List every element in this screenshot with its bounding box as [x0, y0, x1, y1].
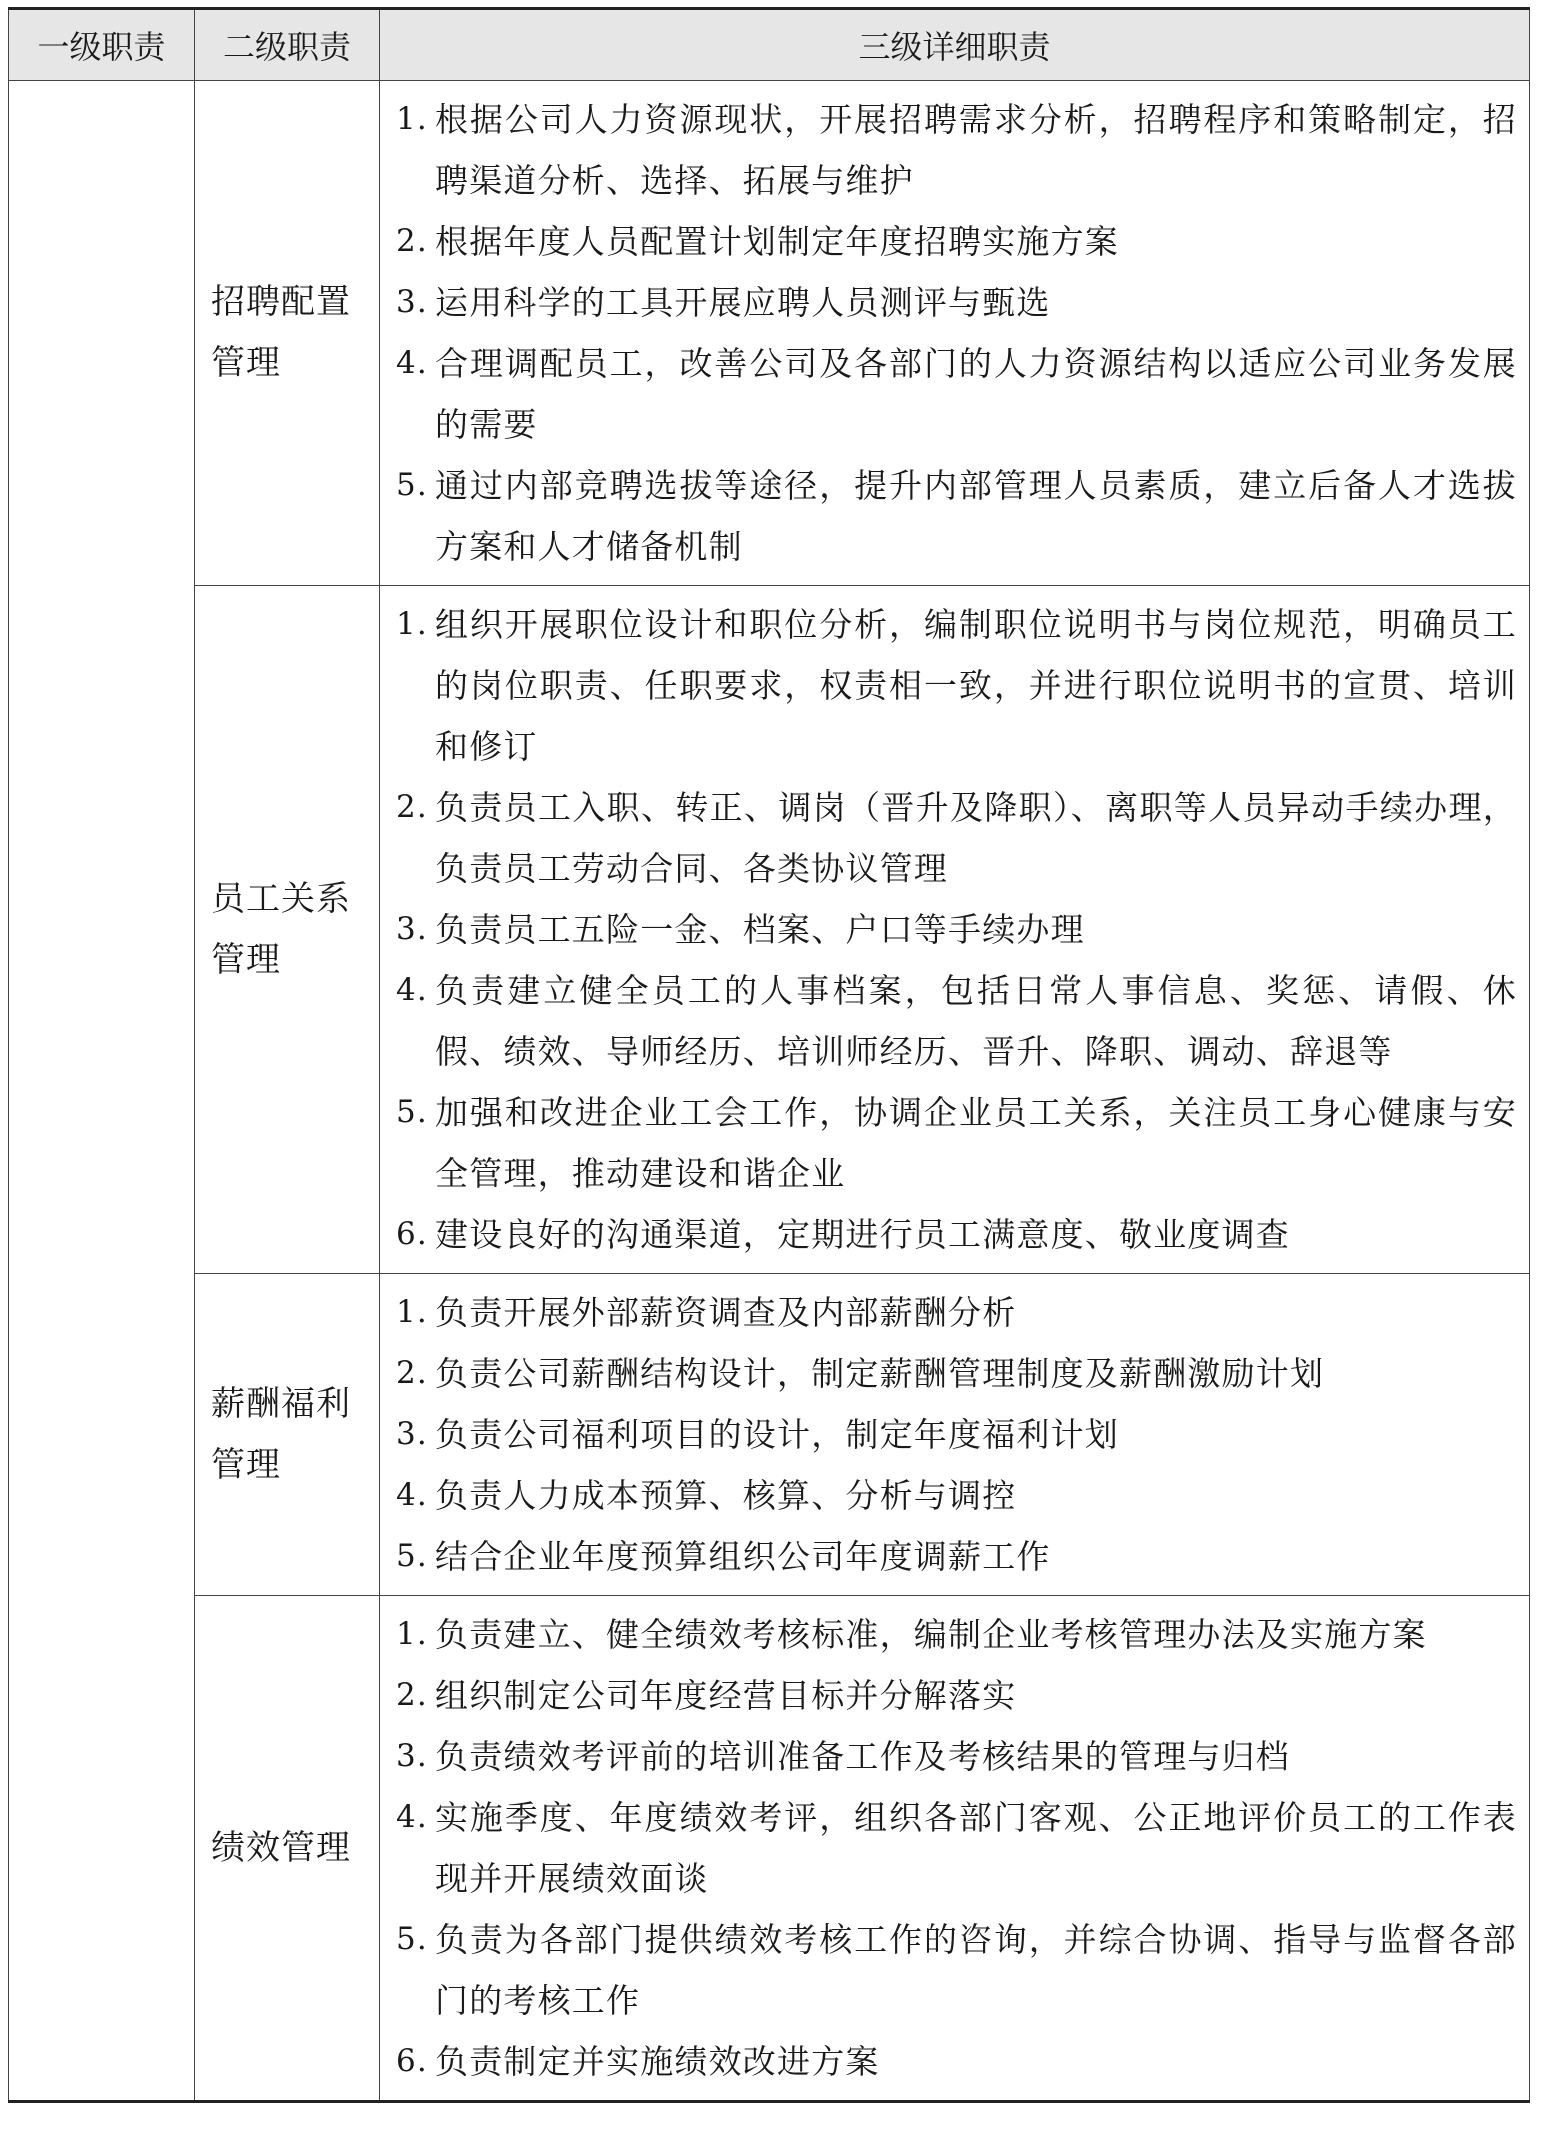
- level2-cell: 员工关系 管理: [195, 586, 380, 1274]
- item-text: 负责为各部门提供绩效考核工作的咨询，并综合协调、指导与监督各部门的考核工作: [435, 1920, 1517, 2020]
- item-number: 3.: [396, 1738, 428, 1774]
- item-text: 负责建立健全员工的人事档案，包括日常人事信息、奖惩、请假、休假、绩效、导师经历、培训师经历、晋升、降职、调动、辞退等: [435, 971, 1517, 1071]
- list-item: [380, 272, 1517, 333]
- list-item: [380, 1343, 1517, 1404]
- level1-cell: [9, 81, 195, 2102]
- level3-cell: [380, 81, 1530, 586]
- duty-list: [380, 1604, 1517, 2092]
- item-text: 负责公司薪酬结构设计，制定薪酬管理制度及薪酬激励计划: [435, 1354, 1325, 1393]
- list-item: [380, 594, 1517, 777]
- header-level3: 三级详细职责: [380, 9, 1530, 81]
- item-text: 负责建立、健全绩效考核标准，编制企业考核管理办法及实施方案: [435, 1615, 1427, 1654]
- table-row: [9, 81, 1530, 586]
- list-item: [380, 960, 1517, 1082]
- item-text: 组织制定公司年度经营目标并分解落实: [435, 1676, 1017, 1715]
- item-number: 5.: [396, 1538, 428, 1574]
- item-text: 通过内部竞聘选拔等途径，提升内部管理人员素质，建立后备人才选拔方案和人才储备机制: [435, 466, 1517, 566]
- item-number: 1.: [396, 1294, 428, 1330]
- item-number: 1.: [396, 1616, 428, 1652]
- list-item: [380, 1604, 1517, 1665]
- list-item: [380, 899, 1517, 960]
- item-number: 5.: [396, 467, 428, 503]
- item-number: 3.: [396, 911, 428, 947]
- item-text: 组织开展职位设计和职位分析，编制职位说明书与岗位规范，明确员工的岗位职责、任职要求，权责相一致，并进行职位说明书的宣贯、培训和修订: [435, 605, 1517, 766]
- duty-list: [380, 89, 1517, 577]
- list-item: [380, 1404, 1517, 1465]
- item-number: 2.: [396, 1355, 428, 1391]
- list-item: [380, 777, 1517, 899]
- list-item: [380, 1665, 1517, 1726]
- item-text: 根据年度人员配置计划制定年度招聘实施方案: [435, 222, 1119, 261]
- header-level1: 一级职责: [9, 9, 195, 81]
- list-item: [380, 1465, 1517, 1526]
- list-item: [380, 89, 1517, 211]
- item-number: 2.: [396, 223, 428, 259]
- item-number: 5.: [396, 1921, 428, 1957]
- item-text: 合理调配员工，改善公司及各部门的人力资源结构以适应公司业务发展的需要: [435, 344, 1517, 444]
- level2-cell: 薪酬福利 管理: [195, 1274, 380, 1596]
- level3-cell: [380, 1596, 1530, 2102]
- item-text: 负责制定并实施绩效改进方案: [435, 2042, 880, 2081]
- item-text: 负责开展外部薪资调查及内部薪酬分析: [435, 1293, 1017, 1332]
- level3-cell: [380, 1274, 1530, 1596]
- list-item: [380, 2031, 1517, 2092]
- list-item: [380, 1526, 1517, 1587]
- item-number: 4.: [396, 972, 428, 1008]
- item-text: 运用科学的工具开展应聘人员测评与甄选: [435, 283, 1051, 322]
- header-level2: 二级职责: [195, 9, 380, 81]
- level2-cell: 招聘配置 管理: [195, 81, 380, 586]
- list-item: [380, 211, 1517, 272]
- duty-list: [380, 1282, 1517, 1587]
- list-item: [380, 333, 1517, 455]
- item-text: 负责员工入职、转正、调岗（晋升及降职）、离职等人员异动手续办理，负责员工劳动合同、各类协议管理: [435, 788, 1517, 888]
- item-text: 建设良好的沟通渠道，定期进行员工满意度、敬业度调查: [435, 1215, 1290, 1254]
- list-item: [380, 1204, 1517, 1265]
- item-text: 负责员工五险一金、档案、户口等手续办理: [435, 910, 1085, 949]
- item-text: 加强和改进企业工会工作，协调企业员工关系，关注员工身心健康与安全管理，推动建设和谐企业: [435, 1093, 1517, 1193]
- table-body: [9, 81, 1530, 2102]
- level3-cell: [380, 586, 1530, 1274]
- item-text: 根据公司人力资源现状，开展招聘需求分析，招聘程序和策略制定，招聘渠道分析、选择、拓展与维护: [435, 100, 1517, 200]
- table-row: [9, 1274, 1530, 1596]
- item-number: 6.: [396, 2043, 428, 2079]
- item-number: 2.: [396, 789, 428, 825]
- item-text: 负责绩效考评前的培训准备工作及考核结果的管理与归档: [435, 1737, 1290, 1776]
- list-item: [380, 1082, 1517, 1204]
- item-number: 2.: [396, 1677, 428, 1713]
- table-row: [9, 586, 1530, 1274]
- list-item: [380, 1909, 1517, 2031]
- item-number: 4.: [396, 1799, 428, 1835]
- item-text: 结合企业年度预算组织公司年度调薪工作: [435, 1537, 1051, 1576]
- duty-list: [380, 594, 1517, 1265]
- item-number: 6.: [396, 1216, 428, 1252]
- list-item: [380, 1282, 1517, 1343]
- list-item: [380, 1726, 1517, 1787]
- list-item: [380, 455, 1517, 577]
- item-text: 负责人力成本预算、核算、分析与调控: [435, 1476, 1017, 1515]
- header-row: [9, 9, 1530, 81]
- table-row: [9, 1596, 1530, 2102]
- level2-cell: 绩效管理: [195, 1596, 380, 2102]
- item-number: 5.: [396, 1094, 428, 1130]
- item-number: 1.: [396, 101, 428, 137]
- item-number: 3.: [396, 284, 428, 320]
- responsibility-table: [8, 7, 1530, 2103]
- table-header: [9, 9, 1530, 81]
- list-item: [380, 1787, 1517, 1909]
- item-number: 4.: [396, 345, 428, 381]
- item-text: 负责公司福利项目的设计，制定年度福利计划: [435, 1415, 1119, 1454]
- item-text: 实施季度、年度绩效考评，组织各部门客观、公正地评价员工的工作表现并开展绩效面谈: [435, 1798, 1517, 1898]
- item-number: 3.: [396, 1416, 428, 1452]
- item-number: 1.: [396, 606, 428, 642]
- item-number: 4.: [396, 1477, 428, 1513]
